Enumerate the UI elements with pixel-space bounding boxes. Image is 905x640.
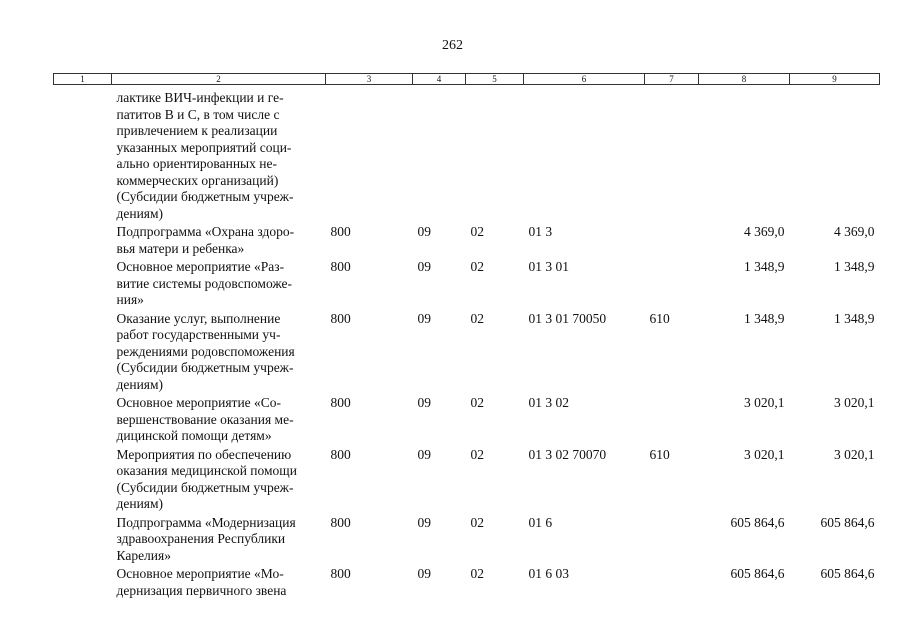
expense-type-cell: 610	[649, 310, 670, 326]
grbs-cell: 800	[330, 224, 351, 239]
subsection-cell: 02	[470, 566, 484, 581]
expense-type-cell: 610	[649, 446, 670, 462]
section-cell: 09	[417, 259, 431, 274]
item-name-cell: Основное мероприятие «Раз- витие системы родовспоможе- ния»	[116, 259, 293, 307]
item-name-cell: Подпрограмма «Охрана здоро- вья матери и ребенка»	[116, 224, 295, 256]
section-cell: 09	[417, 446, 431, 462]
empty-cell	[54, 445, 112, 513]
section-cell	[413, 85, 466, 223]
target-article-cell: 01 3	[528, 224, 553, 239]
expense-type-cell	[645, 393, 699, 445]
expense-type-cell	[645, 564, 699, 599]
item-name-cell: Мероприятия по обеспечению оказания медицинской помощи (Субсидии бюджетным учреж- дениям)	[116, 446, 297, 511]
empty-cell	[54, 85, 112, 223]
column-header-9: 9	[790, 74, 880, 85]
target-article-cell: 01 6 03	[528, 566, 569, 581]
empty-cell	[54, 257, 112, 309]
amount-cell-2: 605 864,6	[820, 514, 875, 530]
column-header-6: 6	[524, 74, 645, 85]
table-row	[54, 445, 880, 513]
target-article-cell: 01 3 01 70050	[528, 310, 607, 326]
empty-cell	[54, 513, 112, 565]
empty-cell	[54, 393, 112, 445]
amount-cell-1: 605 864,6	[730, 514, 785, 530]
subsection-cell: 02	[470, 395, 484, 410]
table-row	[54, 393, 880, 445]
section-cell: 09	[417, 514, 431, 530]
amount-cell-1	[699, 85, 790, 223]
amount-cell-1: 3 020,1	[744, 446, 785, 462]
grbs-cell: 800	[330, 446, 351, 462]
amount-cell-2: 3 020,1	[834, 395, 875, 410]
amount-cell-1: 1 348,9	[744, 259, 785, 274]
amount-cell-2: 1 348,9	[834, 259, 875, 274]
column-header-5: 5	[466, 74, 524, 85]
amount-cell-1: 4 369,0	[744, 224, 785, 239]
section-cell: 09	[417, 566, 431, 581]
column-header-7: 7	[645, 74, 699, 85]
grbs-cell: 800	[330, 310, 351, 326]
section-cell: 09	[417, 224, 431, 239]
subsection-cell: 02	[470, 224, 484, 239]
column-header-8: 8	[699, 74, 790, 85]
item-name-cell: лактике ВИЧ-инфекции и ге- патитов В и С, в том числе с привлечением к реализации указанных мероприятий соци- ально ориентированных не- коммерческих организаций) (Субсидии бюджетным учреж- дениям)	[116, 90, 294, 221]
column-header-2: 2	[112, 74, 326, 85]
grbs-cell: 800	[330, 395, 351, 410]
table-row	[54, 513, 880, 565]
subsection-cell: 02	[470, 259, 484, 274]
amount-cell-2: 3 020,1	[834, 446, 875, 462]
empty-cell	[54, 564, 112, 599]
table-header	[54, 74, 880, 85]
table-row	[54, 257, 880, 309]
amount-cell-2: 4 369,0	[834, 224, 875, 239]
amount-cell-1: 3 020,1	[744, 395, 785, 410]
subsection-cell: 02	[470, 514, 484, 530]
column-header-1: 1	[54, 74, 112, 85]
expense-type-cell	[645, 513, 699, 565]
empty-cell	[54, 309, 112, 394]
budget-table	[53, 73, 880, 599]
grbs-cell: 800	[330, 514, 351, 530]
target-article-cell: 01 3 02	[528, 395, 569, 410]
page-number: 262	[442, 38, 463, 53]
target-article-cell: 01 3 01	[528, 259, 569, 274]
table-row	[54, 85, 880, 223]
empty-cell	[54, 222, 112, 257]
column-header-3: 3	[326, 74, 413, 85]
table-row	[54, 564, 880, 599]
section-cell: 09	[417, 395, 431, 410]
expense-type-cell	[645, 257, 699, 309]
amount-cell-1: 1 348,9	[744, 310, 785, 326]
table-row	[54, 222, 880, 257]
subsection-cell: 02	[470, 310, 484, 326]
column-header-4: 4	[413, 74, 466, 85]
amount-cell-2	[790, 85, 880, 223]
item-name-cell: Основное мероприятие «Со- вершенствование оказания ме- дицинской помощи детям»	[116, 395, 294, 443]
item-name-cell: Оказание услуг, выполнение работ государственными уч- реждениями родовспоможения (Субсидии бюджетным учреж- дениям)	[116, 310, 295, 392]
subsection-cell	[466, 85, 524, 223]
table-row	[54, 309, 880, 394]
target-article-cell: 01 6	[528, 514, 553, 530]
section-cell: 09	[417, 310, 431, 326]
expense-type-cell	[645, 222, 699, 257]
expense-type-cell	[645, 85, 699, 223]
grbs-cell: 800	[330, 566, 351, 581]
item-name-cell: Основное мероприятие «Мо- дернизация первичного звена	[116, 566, 287, 598]
grbs-cell: 800	[330, 259, 351, 274]
amount-cell-2: 605 864,6	[820, 566, 875, 581]
subsection-cell: 02	[470, 446, 484, 462]
amount-cell-1: 605 864,6	[730, 566, 785, 581]
amount-cell-2: 1 348,9	[834, 310, 875, 326]
item-name-cell: Подпрограмма «Модернизация здравоохранения Республики Карелия»	[116, 514, 296, 563]
table-body	[54, 85, 880, 600]
grbs-cell	[326, 85, 413, 223]
target-article-cell	[524, 85, 645, 223]
column-number-row	[54, 74, 880, 85]
target-article-cell: 01 3 02 70070	[528, 446, 607, 462]
